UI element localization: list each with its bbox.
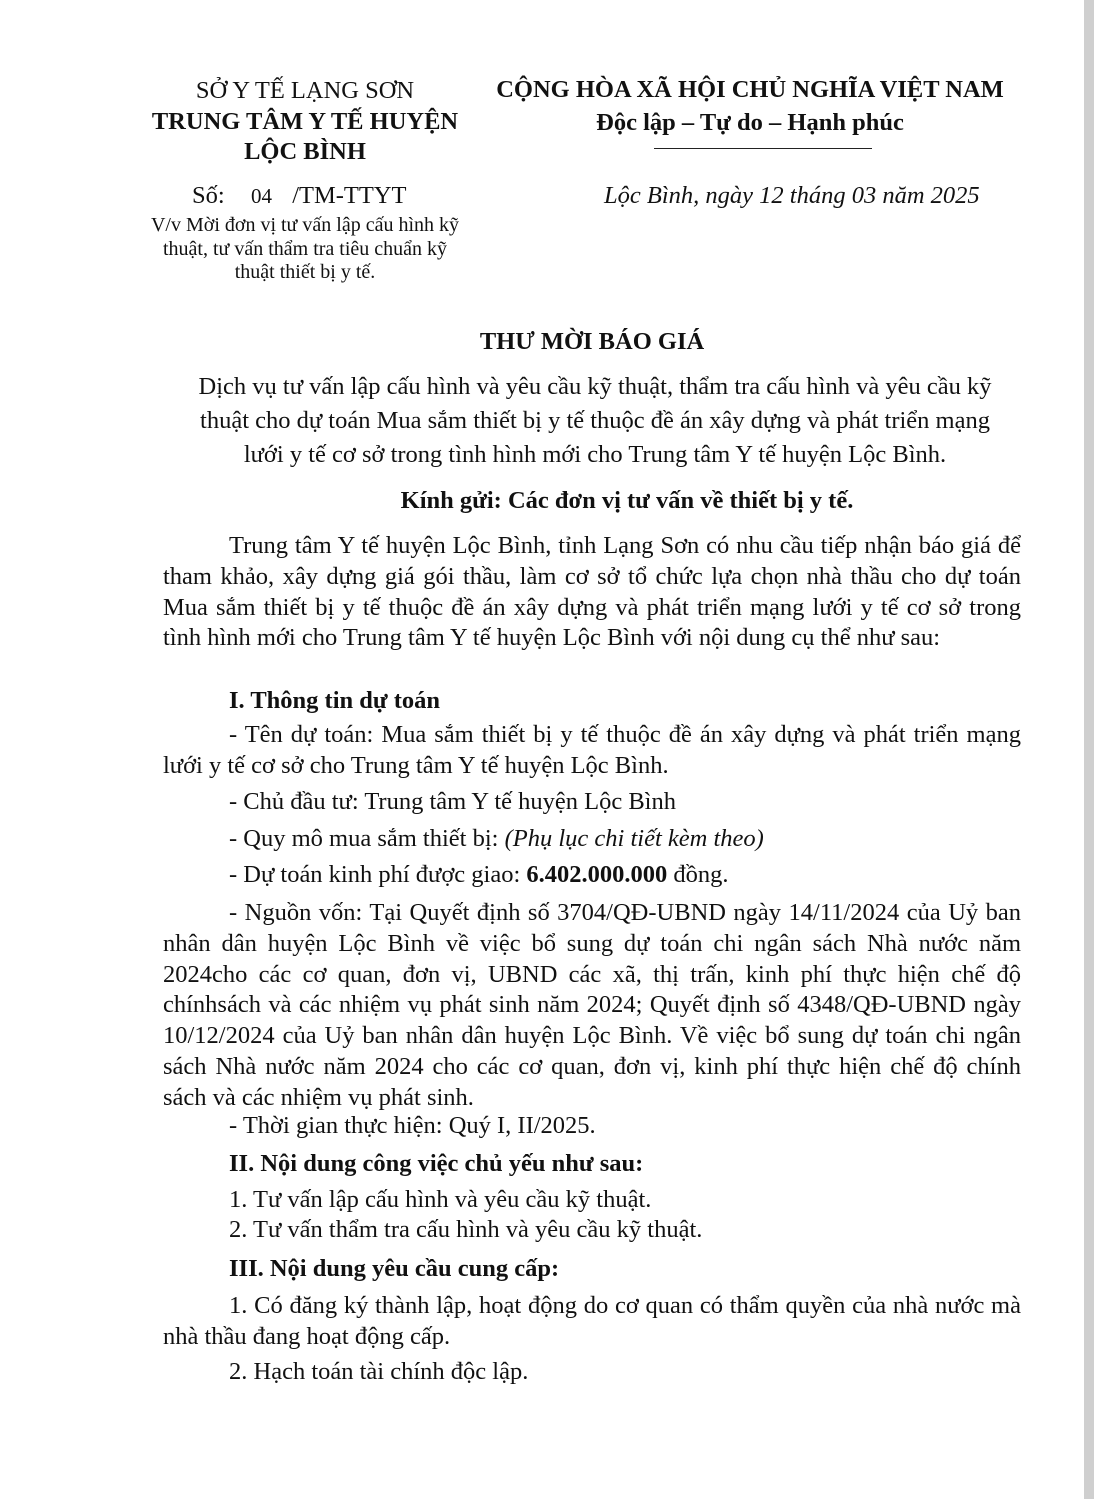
section1-heading: I. Thông tin dự toán: [229, 687, 441, 714]
intro-text: Trung tâm Y tế huyện Lộc Bình, tỉnh Lạng Sơn có nhu cầu tiếp nhận báo giá để tham khảo, xây dựng giá gói thầu, làm cơ sở tổ chức lựa chọn nhà thầu cho dự toán Mua sắm thiết bị y tế thuộc đề án xây dựng và phát triển mạng lưới y tế cơ sở trong tình hình mới cho Trung tâm Y tế huyện Lộc Bình với nội dung cụ thể như sau:: [163, 532, 1021, 652]
motto-underline: [654, 148, 872, 149]
section2-item: 1. Tư vấn lập cấu hình và yêu cầu kỹ thuật.: [229, 1186, 652, 1213]
letter-subtitle: [120, 370, 1070, 472]
section3-heading: III. Nội dung yêu cầu cung cấp:: [229, 1255, 560, 1282]
subtitle-line: thuật cho dự toán Mua sắm thiết bị y tế thuộc đề án xây dựng và phát triển mạng: [200, 407, 990, 434]
subtitle-line: Dịch vụ tư vấn lập cấu hình và yêu cầu kỹ thuật, thẩm tra cấu hình và yêu cầu kỹ: [198, 373, 992, 400]
section1-investor: - Chủ đầu tư: Trung tâm Y tế huyện Lộc Bình: [229, 788, 676, 815]
budget-label: - Dự toán kinh phí được giao:: [229, 861, 527, 888]
scale-label: - Quy mô mua sắm thiết bị:: [229, 825, 505, 852]
date-line: Lộc Bình, ngày 12 tháng 03 năm 2025: [604, 182, 980, 209]
section1-project-name: [163, 720, 1021, 782]
department-name: SỞ Y TẾ LẠNG SƠN: [195, 77, 415, 104]
budget-value: 6.402.000.000: [526, 861, 668, 888]
subject-block: [100, 214, 510, 285]
number-value: 04: [250, 184, 272, 208]
subject-line: thuật thiết bị y tế.: [234, 261, 376, 283]
subtitle-line: lưới y tế cơ sở trong tình hình mới cho Trung tâm Y tế huyện Lộc Bình.: [243, 441, 947, 468]
section2-heading: II. Nội dung công việc chủ yếu như sau:: [229, 1150, 644, 1177]
section1-scale: [229, 823, 764, 855]
budget-unit: đồng.: [667, 861, 729, 888]
section3-item: 1. Có đăng ký thành lập, hoạt động do cơ quan có thẩm quyền của nhà nước mà nhà thầu đang hoạt động cấp.: [163, 1292, 1021, 1350]
center-name-line1: TRUNG TÂM Y TẾ HUYỆN: [151, 108, 459, 135]
section1-timeline: - Thời gian thực hiện: Quý I, II/2025.: [229, 1112, 596, 1139]
number-prefix: Số:: [192, 182, 225, 209]
project-name-text: - Tên dự toán: Mua sắm thiết bị y tế thuộc đề án xây dựng và phát triển mạng lưới y tế cơ sở cho Trung tâm Y tế huyện Lộc Bình.: [163, 721, 1021, 779]
center-name-line2: LỘC BÌNH: [244, 138, 366, 165]
page-edge: [1084, 0, 1094, 1499]
national-motto: Độc lập – Tự do – Hạnh phúc: [596, 109, 904, 136]
section3-item-block: [163, 1291, 1021, 1353]
document-number: [192, 181, 407, 211]
funding-text: - Nguồn vốn: Tại Quyết định số 3704/QĐ-UBND ngày 14/11/2024 của Uỷ ban nhân dân huyện Lộc Bình về việc bổ sung dự toán chi ngân sách Nhà nước năm 2024cho các cơ quan, đơn vị, UBND các xã, thị trấn, kinh phí thực hiện chế độ chínhsách và các nhiệm vụ phát sinh năm 2024; Quyết định số 4348/QĐ-UBND ngày 10/12/2024 của Uỷ ban nhân dân huyện Lộc Bình. Về việc bổ sung dự toán chi ngân sách Nhà nước năm 2024 cho các cơ quan, đơn vị, kinh phí thực hiện chế độ chính sách và các nhiệm vụ phát sinh.: [163, 899, 1021, 1111]
number-suffix: /TM-TTYT: [292, 182, 407, 209]
section3-item: 2. Hạch toán tài chính độc lập.: [229, 1358, 529, 1385]
subject-line: V/v Mời đơn vị tư vấn lập cấu hình kỹ: [150, 214, 460, 236]
greeting: Kính gửi: Các đơn vị tư vấn về thiết bị y tế.: [400, 487, 854, 514]
scale-note: (Phụ lục chi tiết kèm theo): [504, 825, 764, 852]
letter-title: THƯ MỜI BÁO GIÁ: [479, 328, 705, 355]
section1-budget: [229, 859, 729, 891]
section2-item: 2. Tư vấn thẩm tra cấu hình và yêu cầu kỹ thuật.: [229, 1216, 703, 1243]
nation-title: CỘNG HÒA XÃ HỘI CHỦ NGHĨA VIỆT NAM: [496, 76, 1004, 103]
intro-paragraph: [163, 531, 1021, 654]
section1-funding: [163, 898, 1021, 1114]
subject-line: thuật, tư vấn thẩm tra tiêu chuẩn kỹ: [162, 237, 448, 260]
